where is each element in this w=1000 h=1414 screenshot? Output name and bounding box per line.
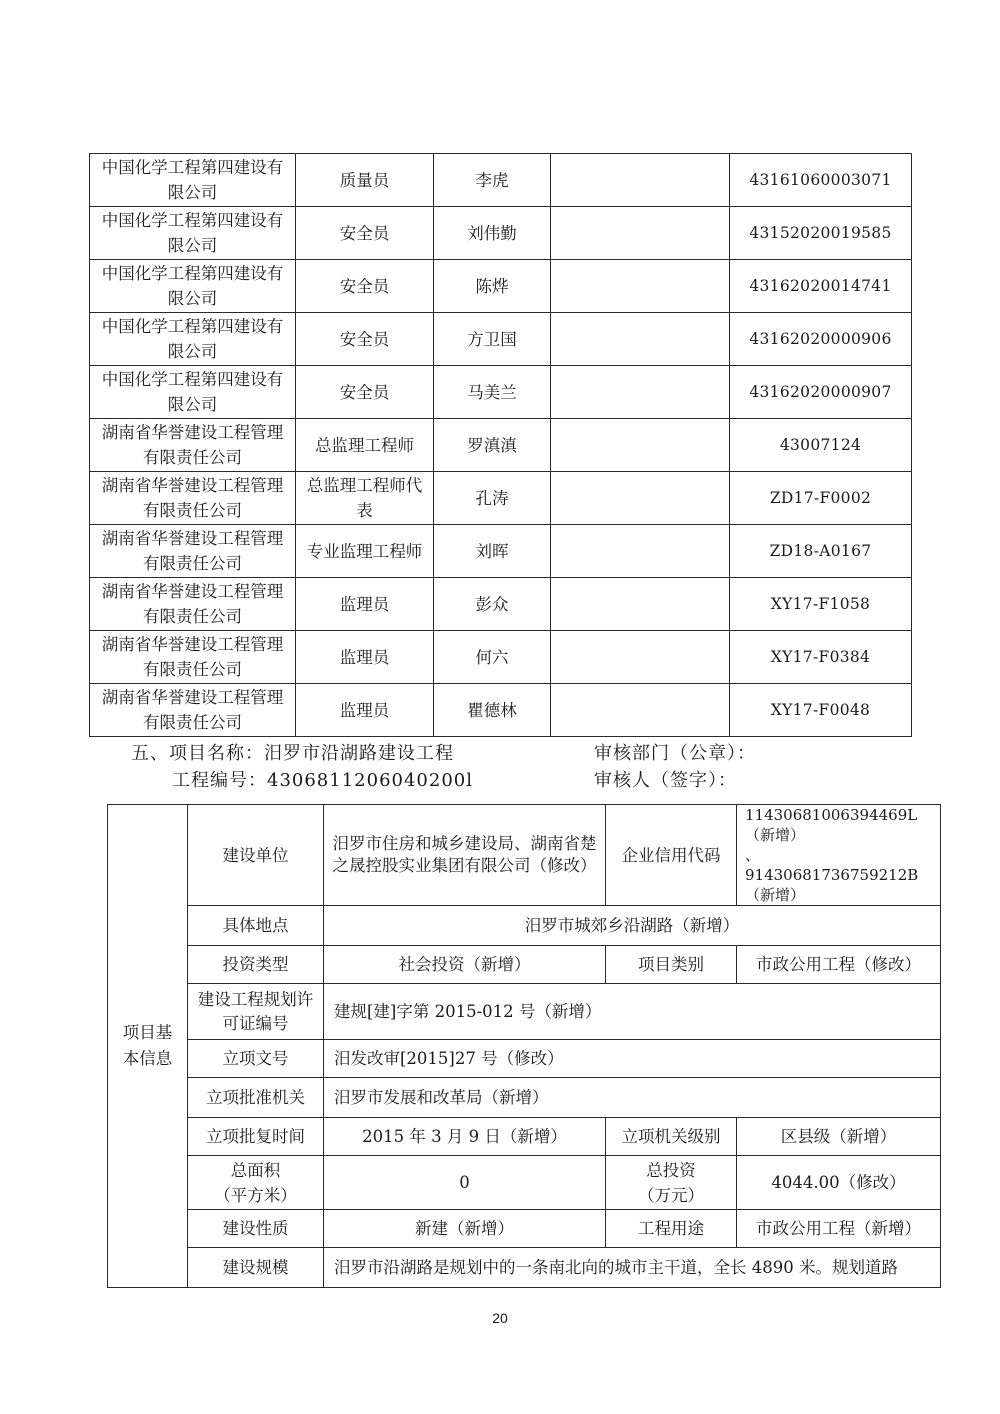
section-label: 项目基本信息 bbox=[108, 805, 188, 1288]
staff-row bbox=[90, 154, 912, 207]
staff-role-cell: 总监理工程师代表 bbox=[296, 472, 434, 525]
location-label: 具体地点 bbox=[188, 906, 324, 946]
staff-name-cell: 陈烨 bbox=[434, 260, 551, 313]
approval-no-label: 立项文号 bbox=[188, 1040, 324, 1078]
staff-name-cell: 何六 bbox=[434, 631, 551, 684]
staff-company-cell: 中国化学工程第四建设有限公司 bbox=[90, 313, 296, 366]
staff-cert-cell: ZD17-F0002 bbox=[730, 472, 912, 525]
staff-blank-cell bbox=[551, 313, 730, 366]
location-value: 汨罗市城郊乡沿湖路（新增） bbox=[324, 906, 941, 946]
staff-role-cell: 安全员 bbox=[296, 207, 434, 260]
approval-org-label: 立项批准机关 bbox=[188, 1078, 324, 1118]
staff-blank-cell bbox=[551, 525, 730, 578]
info-row-scale bbox=[108, 1248, 941, 1288]
page-number: 20 bbox=[492, 1310, 508, 1326]
usage-value: 市政公用工程（新增） bbox=[737, 1210, 941, 1248]
staff-cert-cell: 43162020000906 bbox=[730, 313, 912, 366]
staff-row bbox=[90, 472, 912, 525]
staff-blank-cell bbox=[551, 207, 730, 260]
staff-table-body bbox=[90, 154, 912, 737]
staff-blank-cell bbox=[551, 631, 730, 684]
staff-company-cell: 湖南省华誉建设工程管理有限责任公司 bbox=[90, 419, 296, 472]
info-row-invest-type bbox=[108, 946, 941, 984]
builder-label: 建设单位 bbox=[188, 805, 324, 906]
info-row-location bbox=[108, 906, 941, 946]
usage-label: 工程用途 bbox=[606, 1210, 737, 1248]
staff-role-cell: 监理员 bbox=[296, 578, 434, 631]
staff-role-cell: 安全员 bbox=[296, 260, 434, 313]
invest-type-label: 投资类型 bbox=[188, 946, 324, 984]
staff-row bbox=[90, 578, 912, 631]
audit-department-label: 审核部门（公章）： bbox=[594, 743, 756, 764]
staff-company-cell: 湖南省华誉建设工程管理有限责任公司 bbox=[90, 578, 296, 631]
staff-name-cell: 李虎 bbox=[434, 154, 551, 207]
staff-row bbox=[90, 207, 912, 260]
staff-company-cell: 中国化学工程第四建设有限公司 bbox=[90, 207, 296, 260]
staff-cert-cell: XY17-F0048 bbox=[730, 684, 912, 737]
approval-org-value: 汨罗市发展和改革局（新增） bbox=[324, 1078, 941, 1118]
approval-time-label: 立项批复时间 bbox=[188, 1118, 324, 1156]
staff-cert-cell: 43162020000907 bbox=[730, 366, 912, 419]
staff-name-cell: 瞿德林 bbox=[434, 684, 551, 737]
builder-value: 汨罗市住房和城乡建设局、湖南省楚之晟控股实业集团有限公司（修改） bbox=[324, 805, 606, 906]
staff-row bbox=[90, 313, 912, 366]
info-row-permit bbox=[108, 984, 941, 1040]
staff-cert-cell: XY17-F0384 bbox=[730, 631, 912, 684]
info-row-area-investment bbox=[108, 1156, 941, 1210]
approval-level-label: 立项机关级别 bbox=[606, 1118, 737, 1156]
staff-role-cell: 总监理工程师 bbox=[296, 419, 434, 472]
permit-value: 建规[建]字第 2015-012 号（新增） bbox=[324, 984, 941, 1040]
info-row-nature bbox=[108, 1210, 941, 1248]
staff-cert-cell: 43162020014741 bbox=[730, 260, 912, 313]
project-info-table bbox=[107, 804, 941, 1288]
area-value: 0 bbox=[324, 1156, 606, 1210]
project-category-value: 市政公用工程（修改） bbox=[737, 946, 941, 984]
auditor-label: 审核人（签字）： bbox=[594, 770, 737, 791]
scale-label: 建设规模 bbox=[188, 1248, 324, 1288]
staff-row bbox=[90, 684, 912, 737]
staff-company-cell: 湖南省华誉建设工程管理有限责任公司 bbox=[90, 472, 296, 525]
info-row-approval-time bbox=[108, 1118, 941, 1156]
staff-row bbox=[90, 366, 912, 419]
approval-time-value: 2015 年 3 月 9 日（新增） bbox=[324, 1118, 606, 1156]
project-code-line: 工程编号：4306811206040200l bbox=[172, 770, 473, 791]
staff-role-cell: 质量员 bbox=[296, 154, 434, 207]
staff-row bbox=[90, 260, 912, 313]
staff-row bbox=[90, 631, 912, 684]
staff-row bbox=[90, 525, 912, 578]
investment-label: 总投资 （万元） bbox=[606, 1156, 737, 1210]
staff-company-cell: 中国化学工程第四建设有限公司 bbox=[90, 366, 296, 419]
staff-company-cell: 中国化学工程第四建设有限公司 bbox=[90, 260, 296, 313]
staff-role-cell: 监理员 bbox=[296, 684, 434, 737]
nature-value: 新建（新增） bbox=[324, 1210, 606, 1248]
staff-blank-cell bbox=[551, 419, 730, 472]
staff-cert-cell: 43007124 bbox=[730, 419, 912, 472]
credit-code-value: 11430681006394469L （新增） 、 91430681736759212B （新增） bbox=[737, 805, 941, 906]
staff-name-cell: 马美兰 bbox=[434, 366, 551, 419]
nature-label: 建设性质 bbox=[188, 1210, 324, 1248]
info-row-approval-org bbox=[108, 1078, 941, 1118]
staff-cert-cell: ZD18-A0167 bbox=[730, 525, 912, 578]
scale-value: 汨罗市沿湖路是规划中的一条南北向的城市主干道，全长 4890 米。规划道路 bbox=[324, 1248, 941, 1288]
staff-table bbox=[89, 153, 912, 737]
staff-role-cell: 安全员 bbox=[296, 366, 434, 419]
staff-cert-cell: 43152020019585 bbox=[730, 207, 912, 260]
staff-cert-cell: 43161060003071 bbox=[730, 154, 912, 207]
approval-no-value: 汨发改审[2015]27 号（修改） bbox=[324, 1040, 941, 1078]
staff-company-cell: 中国化学工程第四建设有限公司 bbox=[90, 154, 296, 207]
staff-name-cell: 刘晖 bbox=[434, 525, 551, 578]
permit-label: 建设工程规划许可证编号 bbox=[188, 984, 324, 1040]
staff-company-cell: 湖南省华誉建设工程管理有限责任公司 bbox=[90, 684, 296, 737]
info-row-approval-no bbox=[108, 1040, 941, 1078]
staff-blank-cell bbox=[551, 154, 730, 207]
project-name-line: 五、项目名称：汨罗市沿湖路建设工程 bbox=[131, 743, 454, 764]
staff-blank-cell bbox=[551, 366, 730, 419]
staff-role-cell: 安全员 bbox=[296, 313, 434, 366]
staff-blank-cell bbox=[551, 472, 730, 525]
staff-company-cell: 湖南省华誉建设工程管理有限责任公司 bbox=[90, 631, 296, 684]
staff-blank-cell bbox=[551, 578, 730, 631]
staff-name-cell: 方卫国 bbox=[434, 313, 551, 366]
info-row-builder bbox=[108, 805, 941, 906]
staff-name-cell: 刘伟勤 bbox=[434, 207, 551, 260]
credit-code-label: 企业信用代码 bbox=[606, 805, 737, 906]
staff-role-cell: 监理员 bbox=[296, 631, 434, 684]
staff-name-cell: 彭众 bbox=[434, 578, 551, 631]
staff-name-cell: 孔涛 bbox=[434, 472, 551, 525]
approval-level-value: 区县级（新增） bbox=[737, 1118, 941, 1156]
invest-type-value: 社会投资（新增） bbox=[324, 946, 606, 984]
staff-row bbox=[90, 419, 912, 472]
investment-value: 4044.00（修改） bbox=[737, 1156, 941, 1210]
staff-blank-cell bbox=[551, 684, 730, 737]
staff-blank-cell bbox=[551, 260, 730, 313]
staff-company-cell: 湖南省华誉建设工程管理有限责任公司 bbox=[90, 525, 296, 578]
staff-role-cell: 专业监理工程师 bbox=[296, 525, 434, 578]
staff-cert-cell: XY17-F1058 bbox=[730, 578, 912, 631]
project-category-label: 项目类别 bbox=[606, 946, 737, 984]
staff-name-cell: 罗滇滇 bbox=[434, 419, 551, 472]
area-label: 总面积 （平方米） bbox=[188, 1156, 324, 1210]
